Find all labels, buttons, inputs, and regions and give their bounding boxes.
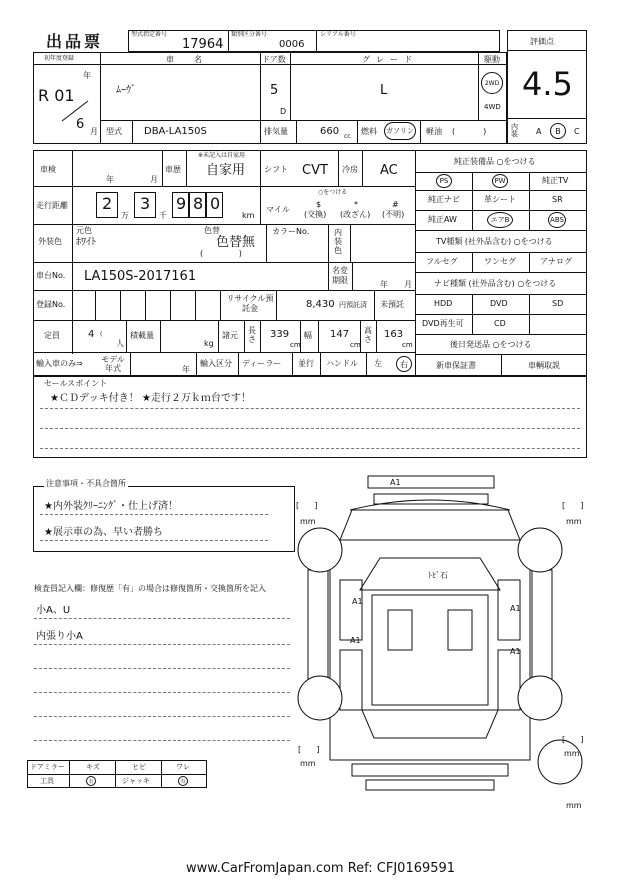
handle-left: 左 xyxy=(374,359,382,368)
tv-fullseg: フルセグ xyxy=(426,257,458,266)
height-cm: cm xyxy=(402,341,413,349)
repaint-bracket: ( ) xyxy=(200,249,242,258)
navi-hdd: HDD xyxy=(434,299,453,308)
tire-mm-rl: mm xyxy=(300,759,316,768)
history-note: ※未記入は自家用 xyxy=(198,152,246,159)
tampered-label: (改ざん) xyxy=(340,210,371,219)
mileage-man: 万 xyxy=(121,211,129,220)
score-label: 評価点 xyxy=(530,37,554,46)
tire-mm-fl-bracket: [ ] xyxy=(296,501,318,510)
tools-header-scratch: キズ xyxy=(86,763,100,771)
mileage-label: 走行距離 xyxy=(36,201,68,210)
shift-value: CVT xyxy=(302,163,328,178)
grade-label: グレード xyxy=(362,55,418,64)
model-year-label: モデル年式 xyxy=(101,355,125,373)
drive-label: 駆動 xyxy=(484,55,500,64)
damage-mark-windshield: ﾄﾋﾞ石 xyxy=(428,571,448,580)
mileage-circle-note: ○をつける xyxy=(318,189,348,196)
chassis-label: 車台No. xyxy=(36,271,66,280)
chassis-value: LA150S-2017161 xyxy=(84,269,197,284)
later-warranty: 新車保証書 xyxy=(436,361,476,370)
width-cm: cm xyxy=(350,341,361,349)
import-label: 輸入車のみ⇒ xyxy=(36,359,83,368)
dealer-label: ディーラー xyxy=(242,359,282,368)
repaint-value: 色替無 xyxy=(216,235,256,250)
recycle-amount: 8,430 xyxy=(306,299,335,310)
capacity-label: 定員 xyxy=(44,331,60,340)
equip-ps-circled: PS xyxy=(436,174,452,188)
footer-ref: www.CarFromJapan.com Ref: CFJ0169591 xyxy=(186,861,456,876)
inspection-month-unit: 月 xyxy=(150,175,158,184)
tools-present-circle: 有 xyxy=(86,776,96,786)
capacity-unit: 人 xyxy=(116,339,124,348)
handle-right-circled: 右 xyxy=(396,356,412,372)
notes-line-1: ★内外装ｸﾘｰﾆﾝｸﾞ・仕上げ済！ xyxy=(44,501,178,512)
equip-sr: SR xyxy=(552,195,563,204)
equip-navi: 純正ナビ xyxy=(428,195,460,204)
light-oil-label: 軽油 xyxy=(426,127,442,136)
type-designation-no: 17964 xyxy=(182,37,224,52)
tire-mm-fr-bracket: [ ] xyxy=(562,501,584,510)
tire-mm-fr: mm xyxy=(566,517,582,526)
date-slash xyxy=(60,100,90,122)
displacement-value: 660 xyxy=(320,126,340,137)
later-manual: 車輌取説 xyxy=(528,361,560,370)
capacity-value: 4 xyxy=(88,329,95,340)
recycle-unit: 円 xyxy=(339,301,346,309)
tire-mm-spare: mm xyxy=(566,801,582,810)
interior-grade-c: C xyxy=(574,127,580,136)
car-damage-diagram xyxy=(290,470,590,820)
orig-color-label: 元色 xyxy=(76,226,92,235)
shift-label: シフト xyxy=(264,165,288,174)
mileage-digit-5: 0 xyxy=(210,194,221,213)
name-change-label: 名変期限 xyxy=(332,266,348,285)
unknown-mark: # xyxy=(392,200,399,209)
length-value: 339 xyxy=(270,329,290,340)
ac-label: 冷房 xyxy=(342,165,358,174)
tampered-mark: * xyxy=(354,200,358,209)
first-reg-year-unit: 年 xyxy=(83,71,91,80)
first-reg-year: R 01 xyxy=(38,86,75,105)
model-label: 型式 xyxy=(106,127,122,136)
tv-analog: アナログ xyxy=(540,257,572,266)
equip-airbag-circled: エアB xyxy=(487,212,513,228)
notes-label: 注意事項・不具合箇所 xyxy=(46,479,126,488)
damage-mark-right-front-door: A1 xyxy=(510,604,521,613)
type-designation-label: 型式指定番号 xyxy=(131,31,168,38)
navi-dvd: DVD xyxy=(490,299,508,308)
first-reg-month-unit: 月 xyxy=(90,127,98,136)
score-value: 4.5 xyxy=(522,65,573,103)
unknown-label: (不明) xyxy=(382,210,405,219)
equip-pw-circled: PW xyxy=(492,174,508,188)
tire-mm-rr-bracket: [ ] xyxy=(562,735,584,744)
load-label: 積載量 xyxy=(130,331,154,340)
navi-cd: CD xyxy=(494,319,506,328)
first-reg-month: 6 xyxy=(76,117,85,132)
factory-equipment-label: 純正装備品 ○をつける xyxy=(454,157,536,166)
mile-label: マイル xyxy=(266,205,290,214)
navi-type-label: ナビ種類 (社外品含む) ○をつける xyxy=(434,279,557,288)
tire-mm-rl-bracket: [ ] xyxy=(298,745,320,754)
height-label: 高さ xyxy=(364,326,372,344)
interior-grade-a: A xyxy=(536,127,542,136)
exchanged-label: (交換) xyxy=(304,210,327,219)
damage-mark-left-rear-door: A1 xyxy=(350,636,361,645)
recycle-paid: 預託済 xyxy=(346,301,367,309)
category-label: 類別区分番号 xyxy=(231,31,268,38)
damage-mark-left-front-door: A1 xyxy=(352,597,363,606)
sheet-title: 出品票 xyxy=(46,32,104,51)
repaint-label: 色替 xyxy=(204,226,220,235)
load-kg: kg xyxy=(204,339,214,348)
mileage-digit-2: 3 xyxy=(140,194,151,213)
sales-point-text: ★ＣＤデッキ付き！ ★走行２万ｋｍ台です！ xyxy=(50,393,251,404)
name-change-year-unit: 年 xyxy=(380,280,388,289)
history-label: 車歴 xyxy=(165,165,181,174)
doors-value: 5 xyxy=(270,83,279,98)
navi-dvd-play: DVD再生可 xyxy=(422,319,464,328)
interior-grade-b-circled: B xyxy=(550,123,566,139)
interior-color-label: 内装色 xyxy=(334,228,342,255)
color-no-label: カラーNo. xyxy=(272,227,310,236)
history-value: 自家用 xyxy=(206,163,246,178)
navi-sd: SD xyxy=(552,299,564,308)
exchanged-mark: $ xyxy=(316,200,322,209)
notes-box xyxy=(33,486,295,552)
car-name: ﾑｰｳﾞ xyxy=(116,85,136,96)
drive-4wd: 4WD xyxy=(484,103,501,111)
mileage-digit-1: 2 xyxy=(102,194,113,213)
height-value: 163 xyxy=(384,329,404,340)
interior-label: 内装 xyxy=(511,123,518,138)
tire-mm-rr: mm xyxy=(564,749,580,758)
tv-oneseg: ワンセグ xyxy=(484,257,516,266)
tools-header-break: ワレ xyxy=(176,763,190,771)
tools-label: 工具 xyxy=(40,777,54,785)
import-year-unit: 年 xyxy=(182,365,190,374)
exterior-color-value: ﾎﾜｲﾄ xyxy=(76,237,96,248)
import-type-label: 輸入区分 xyxy=(200,359,232,368)
tools-header-mirror: ドアミラー xyxy=(30,763,65,771)
inspection-label: 車検 xyxy=(40,165,56,174)
width-label: 幅 xyxy=(304,331,312,340)
serial-label: シリアル番号 xyxy=(320,31,356,38)
name-change-month-unit: 月 xyxy=(404,280,412,289)
exterior-color-label: 外装色 xyxy=(38,237,62,246)
equip-aw: 純正AW xyxy=(428,215,457,224)
damage-mark-right-rear-door: A1 xyxy=(510,647,521,656)
inspector-line-1: 小A、U xyxy=(36,605,71,616)
fuel-label: 燃料 xyxy=(361,127,377,136)
sales-point-box xyxy=(33,376,587,458)
drive-2wd-circled: 2WD xyxy=(481,72,503,94)
damage-mark-front-bumper: A1 xyxy=(390,478,401,487)
recycle-unpaid: 未預託 xyxy=(380,300,404,309)
car-name-label: 車名 xyxy=(166,55,222,64)
sales-point-label: セールスポイント xyxy=(44,379,108,388)
equip-abs-circled: ABS xyxy=(548,212,566,228)
doors-suffix: D xyxy=(280,107,287,116)
length-cm: cm xyxy=(290,341,301,349)
mileage-digit-4: 8 xyxy=(193,194,204,213)
displacement-label: 排気量 xyxy=(264,127,288,136)
ac-value: AC xyxy=(380,163,398,178)
inspector-label: 検査員記入欄：修復歴「有」の場合は修復箇所・交換箇所を記入 xyxy=(34,584,266,593)
tv-type-label: TV種類 (社外品含む) ○をつける xyxy=(436,237,553,246)
reg-no-label: 登録No. xyxy=(36,300,66,309)
later-items-label: 後日発送品 ○をつける xyxy=(450,340,532,349)
grade-value: L xyxy=(380,83,388,98)
jack-present-circle: 有 xyxy=(178,776,188,786)
doors-label: ドア数 xyxy=(262,55,286,64)
notes-line-2: ★展示車の為、早い者勝ち xyxy=(44,527,163,538)
mileage-sen: 千 xyxy=(159,211,167,220)
first-reg-label: 初年度登録 xyxy=(44,55,75,62)
dims-label: 諸元 xyxy=(222,331,238,340)
equip-leather: 革シート xyxy=(484,195,516,204)
displacement-unit: cc xyxy=(344,133,351,140)
mileage-digit-3: 9 xyxy=(176,194,187,213)
tools-header-crack: ヒビ xyxy=(132,763,146,771)
tire-mm-fl: mm xyxy=(300,517,316,526)
category-no: 0006 xyxy=(279,39,305,50)
handle-label: ハンドル xyxy=(326,359,358,368)
model-value: DBA-LA150S xyxy=(144,126,207,137)
mileage-km: km xyxy=(242,211,255,220)
inspector-line-2: 内張り小A xyxy=(36,631,83,642)
fuel-gasoline-circled: ガソリン xyxy=(384,122,416,140)
width-value: 147 xyxy=(330,329,350,340)
parallel-label: 並行 xyxy=(298,359,314,368)
jack-label: ジャッキ xyxy=(122,777,150,785)
recycle-label: リサイクル預託金 xyxy=(226,294,274,313)
inspection-year-unit: 年 xyxy=(106,175,114,184)
length-label: 長さ xyxy=(248,326,256,344)
capacity-paren: ( xyxy=(100,331,103,338)
light-oil-bracket: ( ) xyxy=(452,127,487,136)
equip-tv: 純正TV xyxy=(542,176,569,185)
